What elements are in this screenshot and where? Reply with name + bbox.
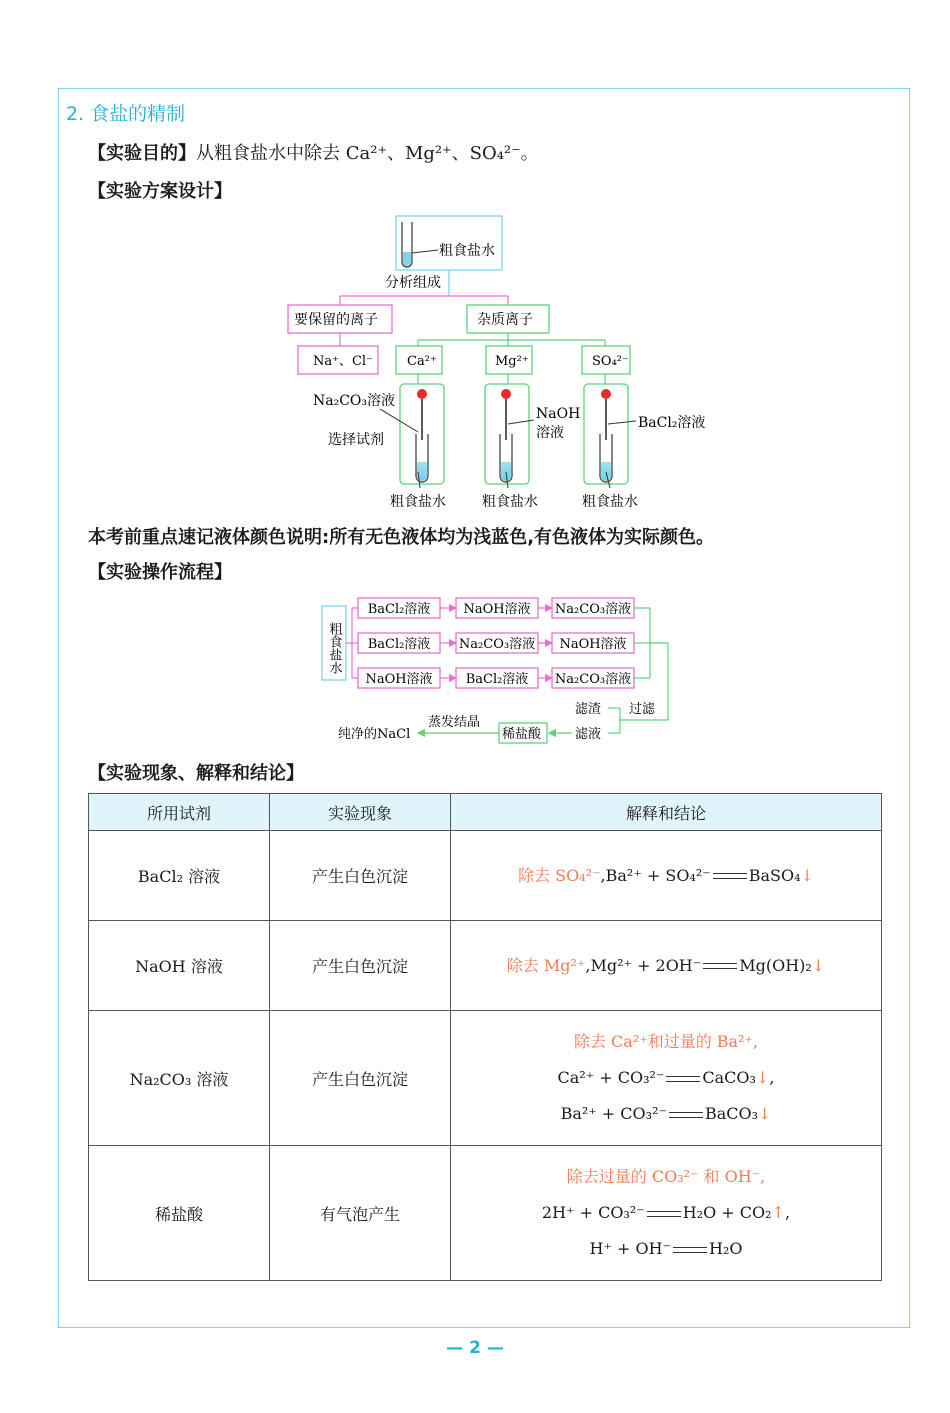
flow-diagram — [0, 592, 950, 752]
equation-left: 2H⁺ + CO₃²⁻ — [541, 1203, 645, 1222]
equation-left: ,Mg²⁺ + 2OH⁻ — [585, 955, 702, 975]
equation-product: BaSO₄ — [748, 865, 801, 885]
tube-label-3: 粗食盐水 — [582, 494, 638, 510]
equation-product: BaCO₃ — [704, 1104, 759, 1123]
header-phenomenon: 实验现象 — [270, 794, 451, 831]
equation-product: H₂O + CO₂ — [682, 1203, 772, 1222]
purpose-label: 【实验目的】 — [88, 143, 196, 164]
tube-label-1: 粗食盐水 — [390, 494, 446, 510]
choose-label: 选择试剂 — [328, 432, 384, 448]
table-row — [89, 1011, 882, 1146]
ion2: Mg²⁺ — [495, 354, 529, 369]
flow-reagent: BaCl₂溶液 — [465, 672, 529, 687]
row-reagent: Na₂CO₃ 溶液 — [89, 1011, 270, 1146]
remark: 除去过量的 CO₃²⁻ 和 OH⁻, — [566, 1167, 766, 1186]
reagent2a: NaOH — [536, 406, 581, 422]
design-diagram — [0, 210, 950, 515]
impurity-label: 杂质离子 — [477, 312, 533, 328]
row-explanation — [451, 921, 882, 1011]
flow-reagent: BaCl₂溶液 — [367, 637, 431, 652]
ion3: SO₄²⁻ — [592, 354, 629, 369]
flow-acid: 稀盐酸 — [502, 727, 542, 742]
reagent2b: 溶液 — [536, 425, 564, 441]
equation-tail: , — [784, 1203, 791, 1222]
flow-residue: 滤渣 — [575, 702, 602, 717]
reagent3: BaCl₂溶液 — [638, 415, 706, 431]
flow-reagent: Na₂CO₃溶液 — [554, 602, 632, 617]
equation-tail: , — [769, 1068, 775, 1087]
purpose-text: 从粗食盐水中除去 Ca²⁺、Mg²⁺、SO₄²⁻。 — [196, 143, 539, 164]
header-explanation: 解释和结论 — [451, 794, 882, 831]
apparatus-2 — [485, 384, 534, 488]
equation-left: Ca²⁺ + CO₃²⁻ — [557, 1068, 665, 1087]
row-reagent: 稀盐酸 — [89, 1146, 270, 1281]
flow-reagent: Na₂CO₃溶液 — [458, 637, 536, 652]
row-phenomenon: 产生白色沉淀 — [270, 1011, 451, 1146]
flow-filtrate: 滤液 — [575, 727, 602, 742]
table-row — [89, 1146, 882, 1281]
row-phenomenon: 产生白色沉淀 — [270, 831, 451, 921]
flow-product: 纯净的NaCl — [338, 727, 411, 742]
design-label: 【实验方案设计】 — [88, 181, 232, 202]
header-reagent: 所用试剂 — [89, 794, 270, 831]
down-arrow-icon: ↓ — [758, 1104, 772, 1123]
row-phenomenon: 有气泡产生 — [270, 1146, 451, 1281]
apparatus-3 — [584, 384, 636, 488]
equation-left: ,Ba²⁺ + SO₄²⁻ — [600, 865, 711, 885]
color-note: 本考前重点速记液体颜色说明:所有无色液体均为浅蓝色,有色液体为实际颜色。 — [88, 527, 715, 548]
row-explanation — [451, 1146, 882, 1281]
flow-reagent: NaOH溶液 — [365, 672, 433, 687]
up-arrow-icon: ↑ — [771, 1203, 785, 1222]
result-table — [88, 793, 882, 1281]
tube-label-2: 粗食盐水 — [482, 494, 538, 510]
keep-label: 要保留的离子 — [294, 312, 378, 328]
reagent1: Na₂CO₃溶液 — [313, 393, 396, 409]
row-explanation — [451, 1011, 882, 1146]
down-arrow-icon: ↓ — [755, 1068, 770, 1087]
table-row — [89, 831, 882, 921]
equation-product: Mg(OH)₂ — [739, 955, 812, 975]
flow-reagent: Na₂CO₃溶液 — [554, 672, 632, 687]
equation-left: H⁺ + OH⁻ — [589, 1239, 671, 1258]
analyze-label: 分析组成 — [385, 275, 441, 291]
page-number: — 2 — — [446, 1338, 504, 1358]
flow-filter: 过滤 — [629, 702, 656, 717]
equation-left: Ba²⁺ + CO₃²⁻ — [560, 1104, 667, 1123]
flow-evaporate: 蒸发结晶 — [428, 715, 481, 730]
flow-reagent: BaCl₂溶液 — [367, 602, 431, 617]
remark: 除去 Mg²⁺ — [506, 955, 586, 975]
flow-label: 【实验操作流程】 — [88, 562, 232, 583]
table-row — [89, 921, 882, 1011]
equation-product: CaCO₃ — [702, 1068, 756, 1087]
flow-reagent: NaOH溶液 — [463, 602, 531, 617]
down-arrow-icon: ↓ — [811, 955, 826, 975]
remark: 除去 SO₄²⁻ — [518, 865, 601, 885]
remark: 除去 Ca²⁺和过量的 Ba²⁺, — [573, 1032, 759, 1051]
ion1: Ca²⁺ — [407, 354, 437, 369]
flow-reagent: NaOH溶液 — [559, 637, 627, 652]
down-arrow-icon: ↓ — [800, 865, 814, 885]
flow-start: 粗食盐水 — [326, 622, 342, 674]
row-explanation — [451, 831, 882, 921]
result-label: 【实验现象、解释和结论】 — [88, 763, 304, 784]
row-reagent: BaCl₂ 溶液 — [89, 831, 270, 921]
row-phenomenon: 产生白色沉淀 — [270, 921, 451, 1011]
equation-product: H₂O — [709, 1239, 743, 1258]
keep-ions: Na⁺、Cl⁻ — [313, 354, 373, 369]
row-reagent: NaOH 溶液 — [89, 921, 270, 1011]
table-header-row — [89, 794, 882, 831]
purpose-line — [88, 139, 539, 165]
section-title: 2. 食盐的精制 — [66, 103, 186, 125]
top-label: 粗食盐水 — [439, 243, 495, 259]
